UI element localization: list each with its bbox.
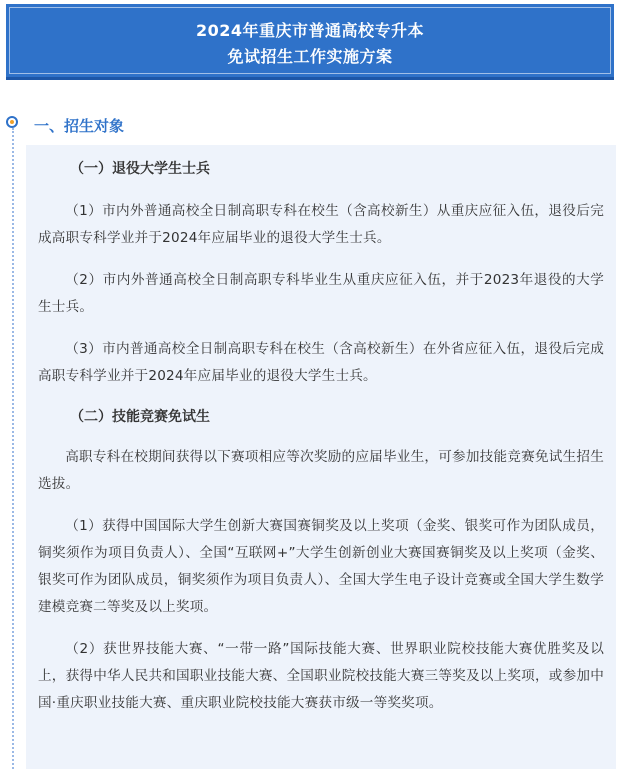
title-banner — [6, 4, 614, 80]
paragraph: （2）获世界技能大赛、“一带一路”国际技能大赛、世界职业院校技能大赛优胜奖及以上，获得中华人民共和国职业技能大赛、全国职业院校技能大赛三等奖及以上奖项，或参加中国·重庆职业技能大赛、重庆职业院校技能大赛获市级一等奖奖项。 — [38, 641, 604, 711]
paragraph: （1）获得中国国际大学生创新大赛国赛铜奖及以上奖项（金奖、银奖可作为团队成员，铜奖须作为项目负责人）、全国“互联网+”大学生创新创业大赛国赛铜奖及以上奖项（金奖、银奖可作为团队成员，铜奖须作为项目负责人）、全国大学生电子设计竞赛或全国大学生数学建模竞赛二等奖及以上奖项。 — [38, 518, 604, 615]
page-title-line2: 免试招生工作实施方案 — [227, 47, 393, 66]
paragraph: （2）市内外普通高校全日制高职专科毕业生从重庆应征入伍，并于2023年退役的大学生士兵。 — [38, 272, 604, 315]
section-heading: 一、招生对象 — [34, 117, 125, 135]
subsection-title-skills: （二）技能竞赛免试生 — [70, 409, 210, 425]
section-content — [38, 152, 604, 717]
paragraph: （1）市内外普通高校全日制高职专科在校生（含高校新生）从重庆应征入伍，退役后完成高职专科学业并于2024年应届毕业的退役大学生士兵。 — [38, 203, 604, 246]
paragraph: 高职专科在校期间获得以下赛项相应等次奖励的应届毕业生，可参加技能竞赛免试生招生选拔。 — [38, 449, 604, 492]
timeline-dot-icon — [6, 116, 18, 128]
subsection-title-veterans: （一）退役大学生士兵 — [70, 161, 210, 177]
page-title-line1: 2024年重庆市普通高校专升本 — [195, 21, 425, 40]
paragraph: （3）市内普通高校全日制高职专科在校生（含高校新生）在外省应征入伍，退役后完成高职专科学业并于2024年应届毕业的退役大学生士兵。 — [38, 341, 604, 384]
timeline-line — [12, 128, 14, 769]
